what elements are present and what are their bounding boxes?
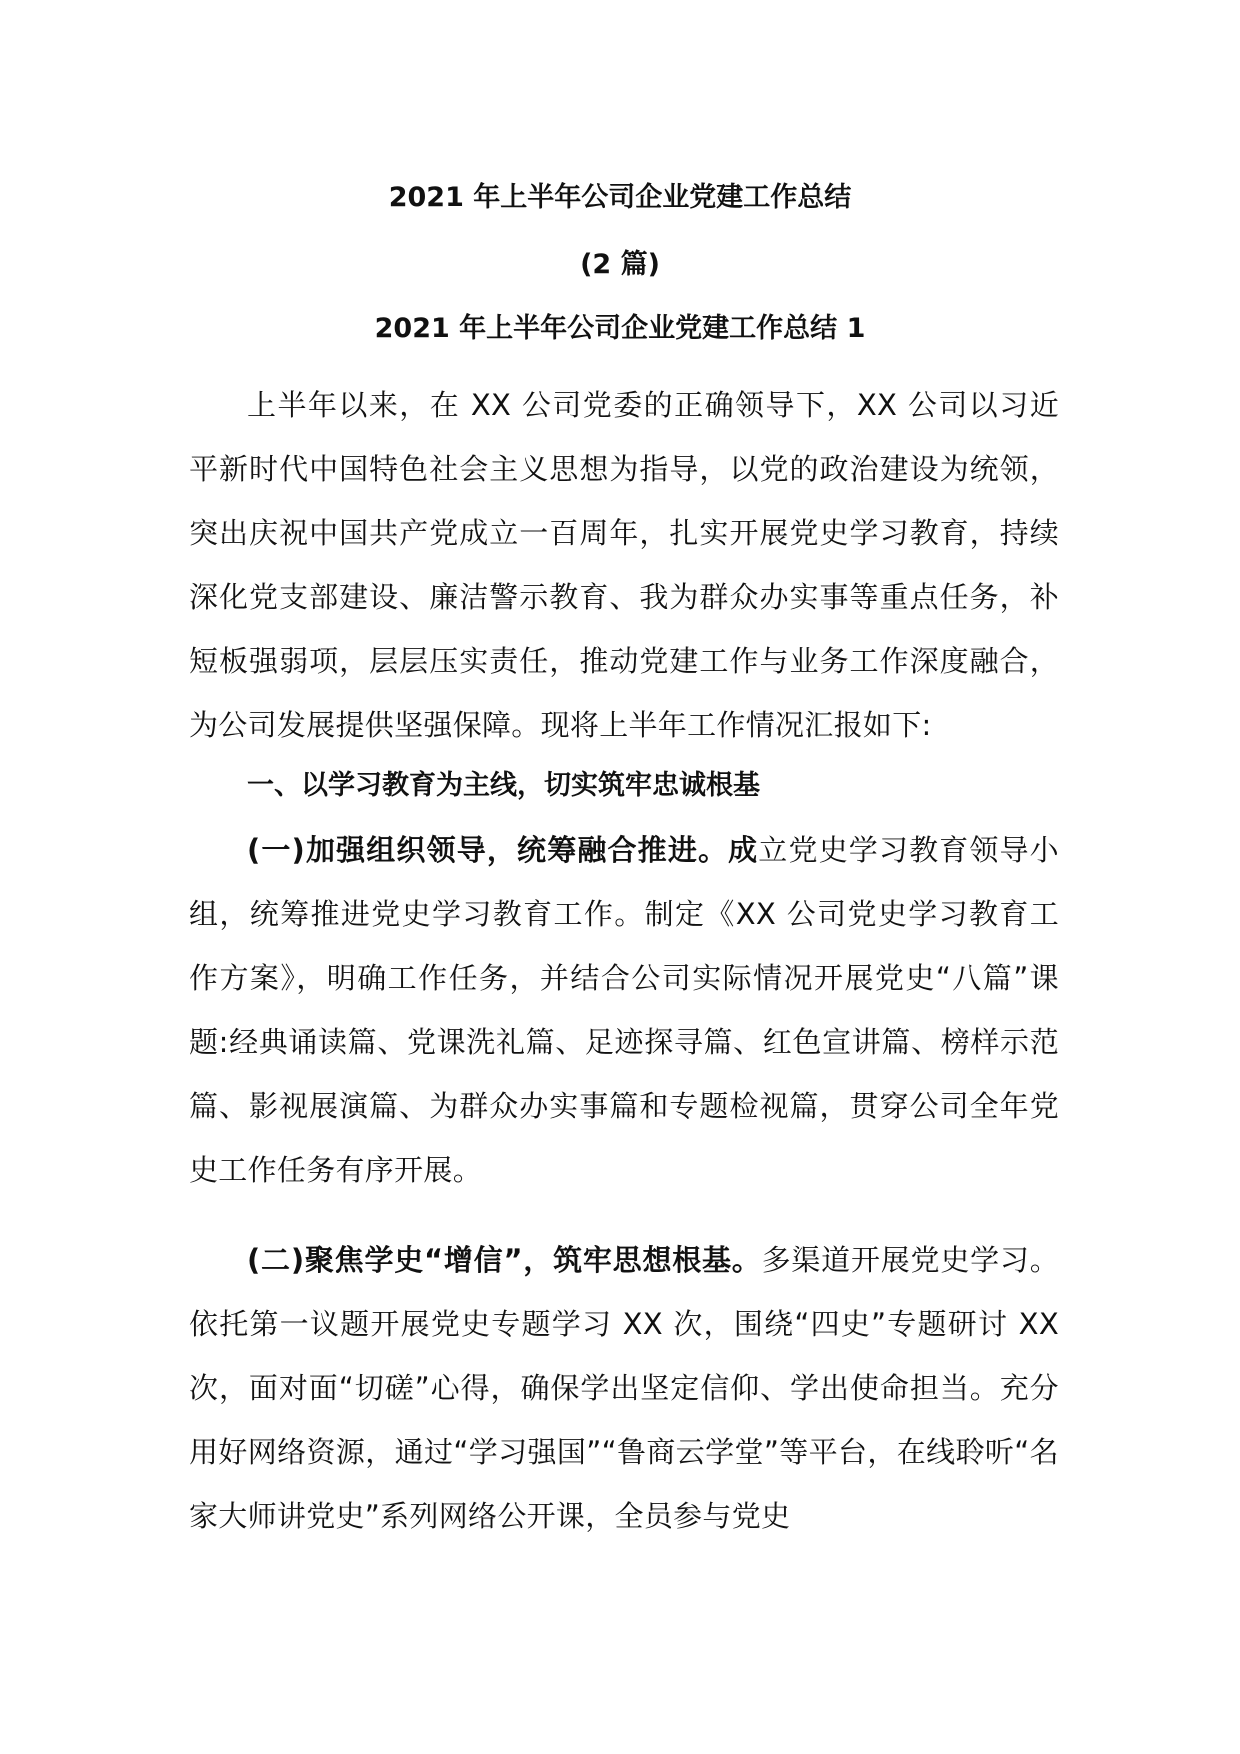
section-1-paragraph <box>189 818 1059 1202</box>
section-heading-1: 一、以学习教育为主线，切实筑牢忠诚根基 <box>247 770 760 801</box>
document-title: 2021 年上半年公司企业党建工作总结 <box>388 182 852 213</box>
section-1-lead: (一)加强组织领导，统筹融合推进。成 <box>247 833 759 867</box>
intro-paragraph: 上半年以来，在 XX 公司党委的正确领导下，XX 公司以习近平新时代中国特色社会主义思想为指导，以党的政治建设为统领，突出庆祝中国共产党成立一百周年，扎实开展党史学习教育，持续深化党支部建设、廉洁警示教育、我为群众办实事等重点任务，补短板强弱项，层层压实责任，推动党建工作与业务工作深度融合，为公司发展提供坚强保障。现将上半年工作情况汇报如下: <box>189 388 1059 742</box>
section-2-text: 多渠道开展党史学习。依托第一议题开展党史专题学习 XX 次，围绕“四史”专题研讨 XX 次，面对面“切磋”心得，确保学出坚定信仰、学出使命担当。充分用好网络资源，通过“学习强国”“鲁商云学堂”等平台，在线聆听“名家大师讲党史”系列网络公开课，全员参与党史 <box>189 1243 1059 1533</box>
section-2-lead: (二)聚焦学史“增信”，筑牢思想根基。 <box>247 1243 762 1277</box>
part-title: 2021 年上半年公司企业党建工作总结 1 <box>374 313 866 344</box>
document-subtitle: (2 篇) <box>580 249 660 280</box>
section-1-text: 立党史学习教育领导小组，统筹推进党史学习教育工作。制定《XX 公司党史学习教育工作方案》，明确工作任务，并结合公司实际情况开展党史“八篇”课题:经典诵读篇、党课洗礼篇、足迹探寻篇、红色宣讲篇、榜样示范篇、影视展演篇、为群众办实事篇和专题检视篇，贯穿公司全年党史工作任务有序开展。 <box>189 833 1059 1187</box>
section-2-paragraph <box>189 1228 1059 1548</box>
